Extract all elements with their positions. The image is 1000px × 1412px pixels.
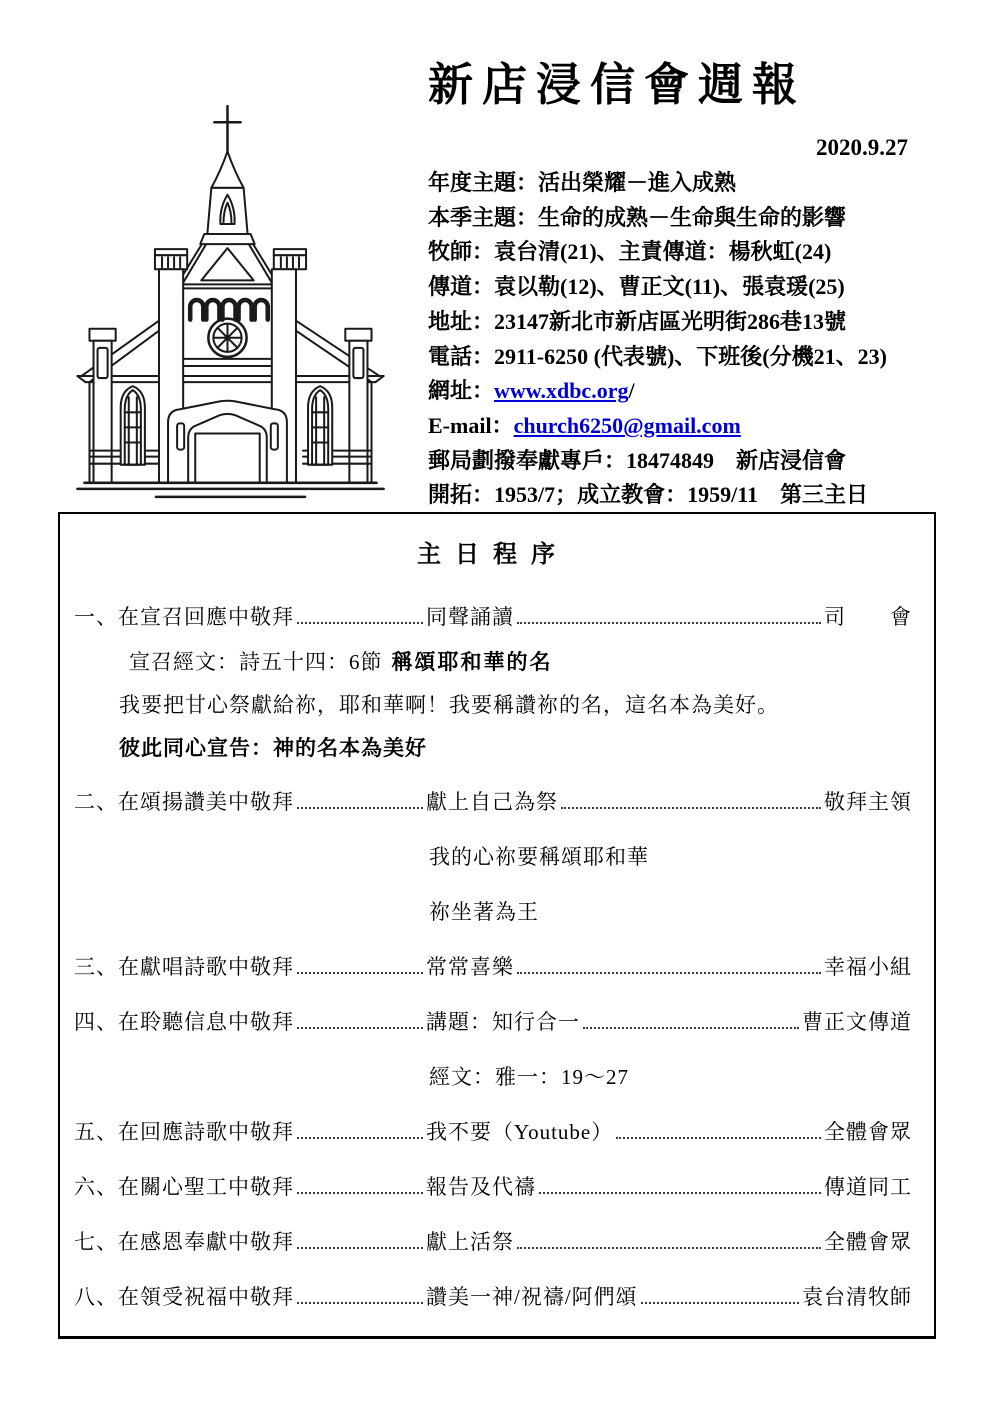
website-link[interactable]: www.xdbc.org (494, 378, 629, 404)
item-leader: 全體會眾 (824, 1120, 912, 1144)
item-leader: 曹正文傳道 (802, 1010, 912, 1034)
bulletin-title: 新店浸信會週報 (428, 60, 807, 110)
service-item (74, 1286, 912, 1308)
item-program: 獻上活祭 (426, 1230, 514, 1254)
dot-leader (561, 807, 821, 809)
service-item (74, 791, 912, 813)
dot-leader (297, 622, 423, 624)
item-leader: 司 會 (824, 605, 912, 629)
address-line: 地址：23147新北市新店區光明街286巷13號 (428, 308, 847, 334)
dot-leader (517, 622, 821, 624)
dot-leader (583, 1027, 799, 1029)
item-program: 同聲誦讀 (426, 605, 514, 629)
dot-leader (297, 1137, 423, 1139)
item-name: 八、在領受祝福中敬拜 (74, 1285, 294, 1309)
dot-leader (297, 1027, 423, 1029)
item-program: 獻上自己為祭 (426, 790, 558, 814)
item-leader: 敬拜主領 (824, 790, 912, 814)
service-item (74, 1231, 912, 1253)
pastor-line: 牧師：袁台清(21)、主責傳道：楊秋虹(24) (428, 239, 832, 265)
phone-line: 電話：2911-6250 (代表號)、下班後(分機21、23) (428, 343, 887, 369)
dot-leader (297, 1302, 423, 1304)
email-line (428, 409, 942, 444)
evangelists-line: 傳道：袁以勒(12)、曹正文(11)、張袁瑗(25) (428, 274, 845, 300)
dot-leader (517, 972, 821, 974)
sunday-service-order-box (58, 512, 936, 1339)
item-leader: 袁台清牧師 (802, 1285, 912, 1309)
declaration-line: 彼此同心宣告：神的名本為美好 (119, 736, 427, 760)
founding-line: 開拓：1953/7；成立教會：1959/11 第三主日 (428, 482, 869, 508)
item-program: 常常喜樂 (426, 955, 514, 979)
email-link[interactable]: church6250@gmail.com (513, 412, 741, 438)
sermon-scripture-line: 經文：雅一：19～27 (429, 1065, 629, 1089)
dot-leader (297, 1247, 423, 1249)
item-name: 四、在聆聽信息中敬拜 (74, 1010, 294, 1034)
item-program: 讚美一神/祝禱/阿們頌 (426, 1285, 638, 1309)
item-leader: 全體會眾 (824, 1230, 912, 1254)
church-info-block (428, 166, 942, 513)
issue-date: 2020.9.27 (816, 135, 908, 160)
service-item (74, 1121, 912, 1143)
dot-leader (616, 1137, 821, 1139)
item-name: 二、在頌揚讚美中敬拜 (74, 790, 294, 814)
dot-leader (641, 1302, 799, 1304)
postal-account-line: 郵局劃撥奉獻專戶：18474849 新店浸信會 (428, 447, 847, 473)
item-leader: 幸福小組 (824, 955, 912, 979)
service-order-title: 主日程序 (417, 542, 569, 568)
song-line: 祢坐著為王 (429, 900, 539, 924)
scripture-ref: 宣召經文：詩五十四：6節 (129, 650, 383, 674)
church-line-art-icon (58, 90, 403, 508)
dot-leader (297, 972, 423, 974)
dot-leader (539, 1192, 821, 1194)
dot-leader (517, 1247, 821, 1249)
annual-theme-line: 年度主題：活出榮耀－進入成熟 (428, 170, 737, 195)
masthead (428, 56, 942, 513)
call-scripture-line (129, 651, 912, 673)
item-program: 講題：知行合一 (426, 1010, 580, 1034)
dot-leader (297, 1192, 423, 1194)
service-item (74, 606, 912, 628)
service-item (74, 1011, 912, 1033)
service-item (74, 956, 912, 978)
item-name: 一、在宣召回應中敬拜 (74, 605, 294, 629)
service-item (74, 1176, 912, 1198)
item-program: 我不要（Youtube） (426, 1120, 614, 1144)
item-name: 三、在獻唱詩歌中敬拜 (74, 955, 294, 979)
website-slash: / (628, 378, 635, 404)
song-line: 我的心祢要稱頌耶和華 (429, 845, 649, 869)
dot-leader (297, 807, 423, 809)
item-name: 七、在感恩奉獻中敬拜 (74, 1230, 294, 1254)
item-leader: 傳道同工 (824, 1175, 912, 1199)
item-name: 六、在關心聖工中敬拜 (74, 1175, 294, 1199)
church-illustration (58, 90, 403, 508)
item-name: 五、在回應詩歌中敬拜 (74, 1120, 294, 1144)
website-line (428, 374, 942, 409)
item-program: 報告及代禱 (426, 1175, 536, 1199)
email-label: E-mail： (428, 412, 514, 438)
season-theme-line: 本季主題：生命的成熟－生命與生命的影響 (428, 204, 847, 230)
website-label: 網址： (428, 378, 495, 404)
scripture-text-line: 我要把甘心祭獻給祢，耶和華啊！我要稱讚祢的名，這名本為美好。 (119, 693, 779, 717)
scripture-title: 稱頌耶和華的名 (391, 650, 553, 674)
